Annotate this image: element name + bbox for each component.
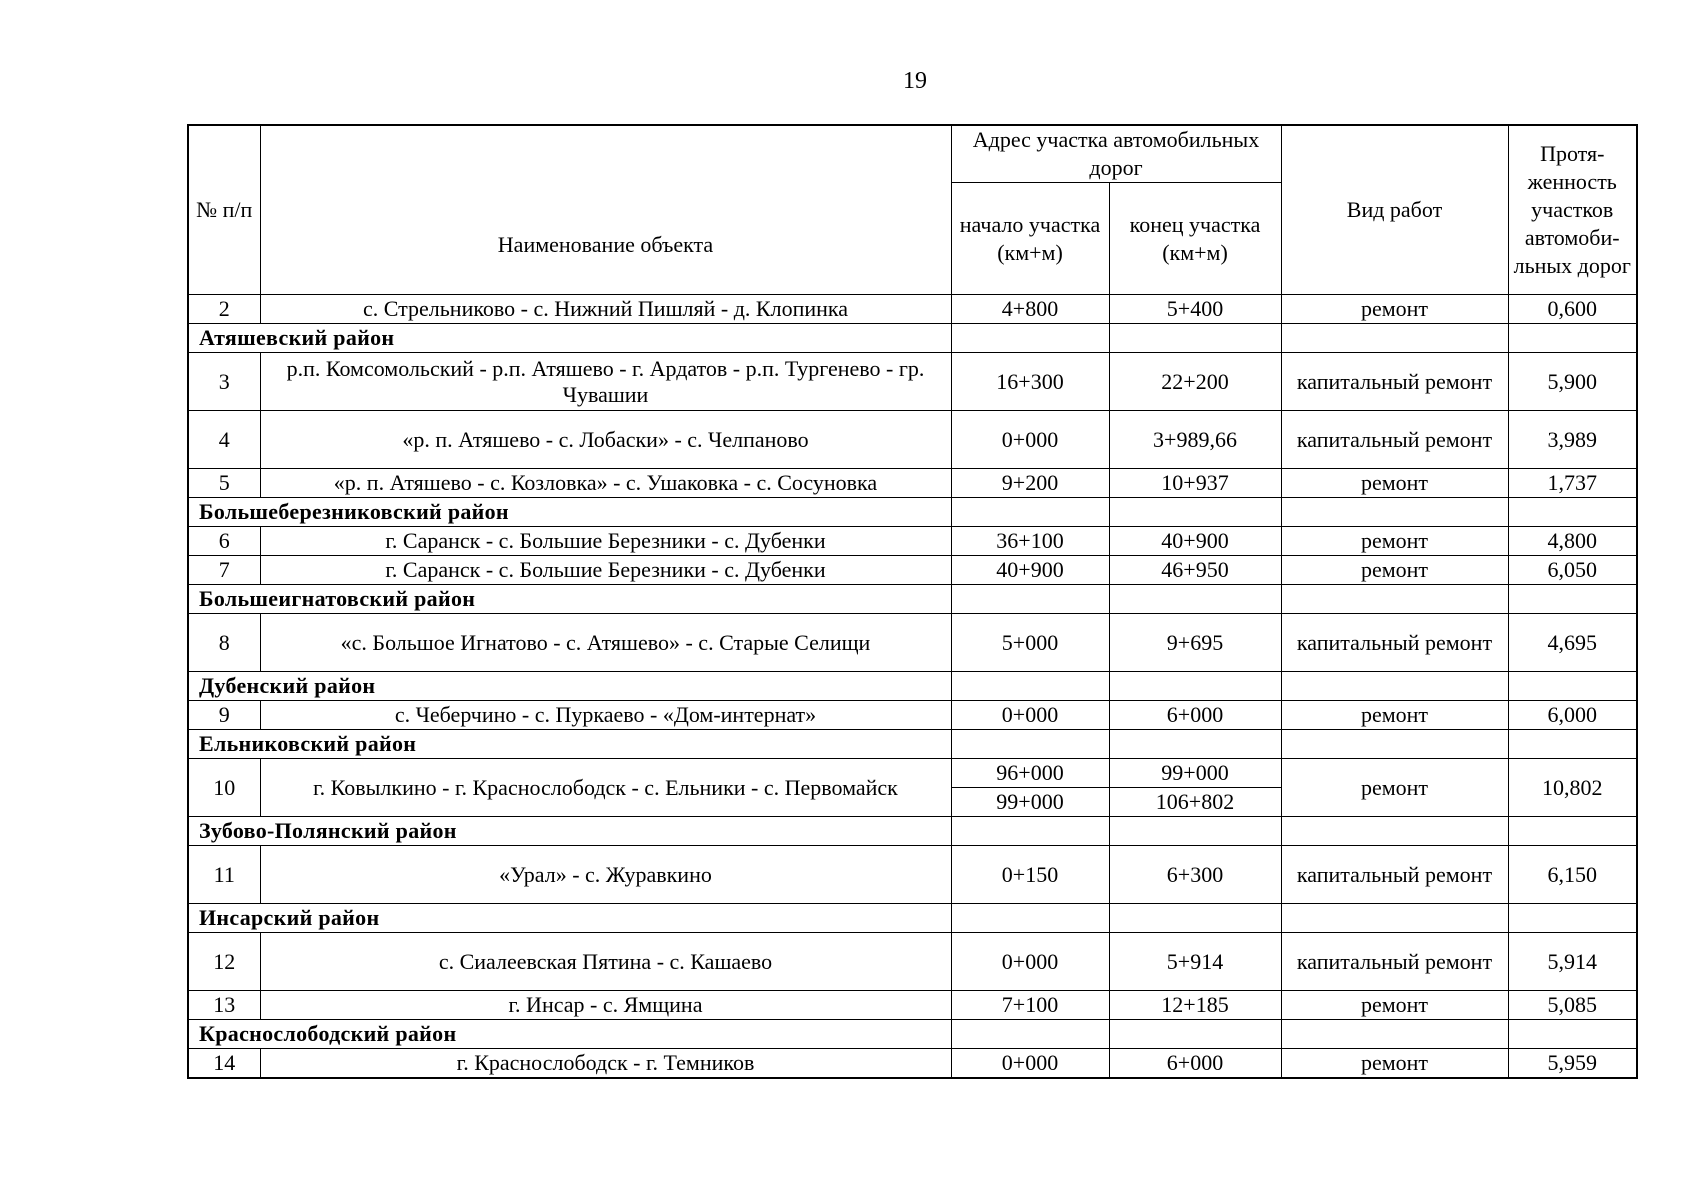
region-name: Большеберезниковский район: [188, 498, 951, 527]
end-km: 12+185: [1109, 991, 1281, 1020]
end-cell-empty: [1109, 672, 1281, 701]
region-name: Инсарский район: [188, 904, 951, 933]
start-km: 16+300: [951, 353, 1109, 411]
road-length: 5,900: [1508, 353, 1637, 411]
end-km: 99+000: [1109, 759, 1281, 788]
work-type: капитальный ремонт: [1281, 614, 1508, 672]
table-row: [188, 759, 1637, 788]
row-number: 10: [188, 759, 260, 817]
table-row: [188, 469, 1637, 498]
table-row: [188, 1049, 1637, 1078]
work-type: ремонт: [1281, 759, 1508, 817]
header-num: № п/п: [188, 125, 260, 295]
row-number: 8: [188, 614, 260, 672]
start-km: 99+000: [951, 788, 1109, 817]
work-cell-empty: [1281, 498, 1508, 527]
start-km: 4+800: [951, 295, 1109, 324]
work-type: капитальный ремонт: [1281, 933, 1508, 991]
start-km: 0+000: [951, 1049, 1109, 1078]
table-row: [188, 991, 1637, 1020]
end-cell-empty: [1109, 817, 1281, 846]
table-row: [188, 556, 1637, 585]
object-name: с. Стрельниково - с. Нижний Пишляй - д. Клопинка: [260, 295, 951, 324]
work-type: ремонт: [1281, 295, 1508, 324]
region-name: Большеигнатовский район: [188, 585, 951, 614]
object-name: «р. п. Атяшево - с. Козловка» - с. Ушаковка - с. Сосуновка: [260, 469, 951, 498]
region-row: [188, 672, 1637, 701]
region-name: Ельниковский район: [188, 730, 951, 759]
length-cell-empty: [1508, 904, 1637, 933]
object-name: г. Саранск - с. Большие Березники - с. Дубенки: [260, 556, 951, 585]
road-length: 0,600: [1508, 295, 1637, 324]
page-number: 19: [903, 68, 927, 94]
work-type: ремонт: [1281, 1049, 1508, 1078]
start-km: 0+000: [951, 411, 1109, 469]
start-km: 5+000: [951, 614, 1109, 672]
region-name: Дубенский район: [188, 672, 951, 701]
object-name: г. Саранск - с. Большие Березники - с. Дубенки: [260, 527, 951, 556]
header-end: конец участка (км+м): [1109, 183, 1281, 295]
end-km: 46+950: [1109, 556, 1281, 585]
region-name: Краснослободский район: [188, 1020, 951, 1049]
start-km: 0+000: [951, 701, 1109, 730]
start-km: 40+900: [951, 556, 1109, 585]
table-row: [188, 295, 1637, 324]
header-length: Протя-женность участков автомоби-льных дорог: [1508, 125, 1637, 295]
end-km: 22+200: [1109, 353, 1281, 411]
road-length: 10,802: [1508, 759, 1637, 817]
start-cell-empty: [951, 817, 1109, 846]
region-row: [188, 904, 1637, 933]
start-km: 7+100: [951, 991, 1109, 1020]
road-length: 6,050: [1508, 556, 1637, 585]
row-number: 11: [188, 846, 260, 904]
end-km: 5+914: [1109, 933, 1281, 991]
road-length: 4,695: [1508, 614, 1637, 672]
work-type: ремонт: [1281, 527, 1508, 556]
work-type: ремонт: [1281, 469, 1508, 498]
table-row: [188, 933, 1637, 991]
table-row: [188, 411, 1637, 469]
start-km: 36+100: [951, 527, 1109, 556]
region-name: Атяшевский район: [188, 324, 951, 353]
end-cell-empty: [1109, 498, 1281, 527]
header-address: Адрес участка автомобильных дорог: [951, 125, 1281, 183]
row-number: 13: [188, 991, 260, 1020]
work-type: ремонт: [1281, 991, 1508, 1020]
region-row: [188, 498, 1637, 527]
start-km: 0+000: [951, 933, 1109, 991]
work-type: капитальный ремонт: [1281, 353, 1508, 411]
table-row: [188, 701, 1637, 730]
start-km: 9+200: [951, 469, 1109, 498]
end-km: 106+802: [1109, 788, 1281, 817]
start-cell-empty: [951, 498, 1109, 527]
start-cell-empty: [951, 730, 1109, 759]
end-km: 6+000: [1109, 701, 1281, 730]
start-km: 96+000: [951, 759, 1109, 788]
work-cell-empty: [1281, 585, 1508, 614]
end-cell-empty: [1109, 324, 1281, 353]
row-number: 6: [188, 527, 260, 556]
start-cell-empty: [951, 324, 1109, 353]
start-cell-empty: [951, 1020, 1109, 1049]
region-row: [188, 585, 1637, 614]
end-cell-empty: [1109, 904, 1281, 933]
length-cell-empty: [1508, 498, 1637, 527]
work-cell-empty: [1281, 324, 1508, 353]
end-km: 10+937: [1109, 469, 1281, 498]
end-km: 40+900: [1109, 527, 1281, 556]
start-km: 0+150: [951, 846, 1109, 904]
road-length: 6,150: [1508, 846, 1637, 904]
table-header: [188, 125, 1637, 295]
region-name: Зубово-Полянский район: [188, 817, 951, 846]
end-km: 5+400: [1109, 295, 1281, 324]
end-km: 6+000: [1109, 1049, 1281, 1078]
end-cell-empty: [1109, 585, 1281, 614]
roads-table: [187, 124, 1638, 1079]
length-cell-empty: [1508, 672, 1637, 701]
work-cell-empty: [1281, 672, 1508, 701]
table-row: [188, 846, 1637, 904]
length-cell-empty: [1508, 730, 1637, 759]
header-work: Вид работ: [1281, 125, 1508, 295]
table-body: [188, 295, 1637, 1078]
length-cell-empty: [1508, 817, 1637, 846]
length-cell-empty: [1508, 324, 1637, 353]
road-length: 4,800: [1508, 527, 1637, 556]
header-start: начало участка (км+м): [951, 183, 1109, 295]
road-length: 1,737: [1508, 469, 1637, 498]
work-type: капитальный ремонт: [1281, 411, 1508, 469]
work-type: ремонт: [1281, 701, 1508, 730]
work-type: капитальный ремонт: [1281, 846, 1508, 904]
start-cell-empty: [951, 585, 1109, 614]
object-name: г. Ковылкино - г. Краснослободск - с. Ельники - с. Первомайск: [260, 759, 951, 817]
region-row: [188, 1020, 1637, 1049]
row-number: 4: [188, 411, 260, 469]
header-name: Наименование объекта: [260, 125, 951, 295]
length-cell-empty: [1508, 1020, 1637, 1049]
object-name: «с. Большое Игнатово - с. Атяшево» - с. Старые Селищи: [260, 614, 951, 672]
row-number: 5: [188, 469, 260, 498]
object-name: р.п. Комсомольский - р.п. Атяшево - г. Ардатов - р.п. Тургенево - гр. Чувашии: [260, 353, 951, 411]
end-cell-empty: [1109, 730, 1281, 759]
row-number: 3: [188, 353, 260, 411]
object-name: «Урал» - с. Журавкино: [260, 846, 951, 904]
start-cell-empty: [951, 672, 1109, 701]
end-km: 3+989,66: [1109, 411, 1281, 469]
road-length: 5,959: [1508, 1049, 1637, 1078]
row-number: 12: [188, 933, 260, 991]
table-row: [188, 527, 1637, 556]
work-cell-empty: [1281, 817, 1508, 846]
region-row: [188, 730, 1637, 759]
work-cell-empty: [1281, 904, 1508, 933]
object-name: г. Инсар - с. Ямщина: [260, 991, 951, 1020]
work-cell-empty: [1281, 1020, 1508, 1049]
end-cell-empty: [1109, 1020, 1281, 1049]
length-cell-empty: [1508, 585, 1637, 614]
end-km: 6+300: [1109, 846, 1281, 904]
row-number: 2: [188, 295, 260, 324]
road-length: 5,914: [1508, 933, 1637, 991]
object-name: с. Сиалеевская Пятина - с. Кашаево: [260, 933, 951, 991]
road-length: 6,000: [1508, 701, 1637, 730]
road-length: 3,989: [1508, 411, 1637, 469]
object-name: «р. п. Атяшево - с. Лобаски» - с. Челпаново: [260, 411, 951, 469]
end-km: 9+695: [1109, 614, 1281, 672]
row-number: 7: [188, 556, 260, 585]
table-row: [188, 614, 1637, 672]
object-name: г. Краснослободск - г. Темников: [260, 1049, 951, 1078]
region-row: [188, 817, 1637, 846]
row-number: 9: [188, 701, 260, 730]
start-cell-empty: [951, 904, 1109, 933]
work-type: ремонт: [1281, 556, 1508, 585]
row-number: 14: [188, 1049, 260, 1078]
region-row: [188, 324, 1637, 353]
road-length: 5,085: [1508, 991, 1637, 1020]
table-row: [188, 353, 1637, 411]
object-name: с. Чеберчино - с. Пуркаево - «Дом-интернат»: [260, 701, 951, 730]
work-cell-empty: [1281, 730, 1508, 759]
